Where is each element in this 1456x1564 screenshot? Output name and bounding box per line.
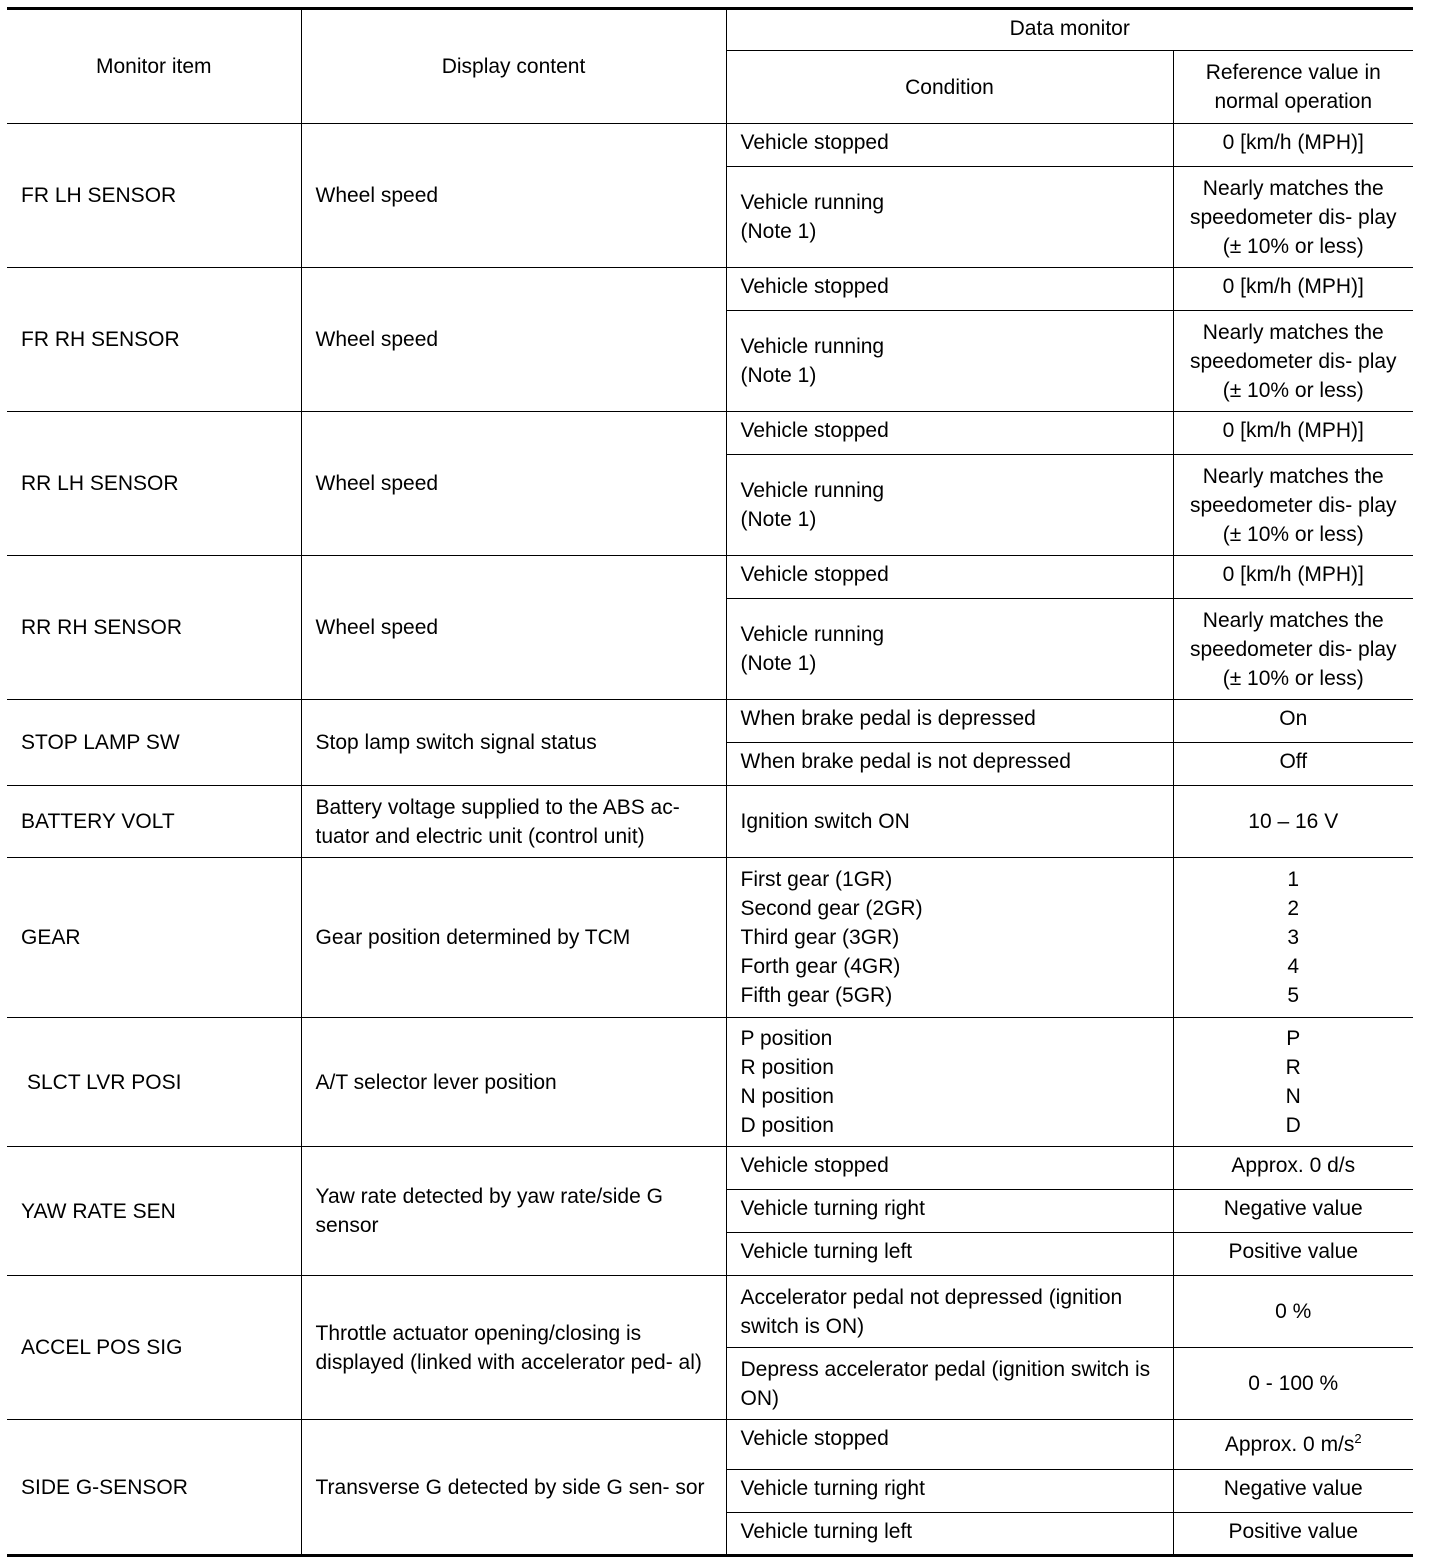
display-content: Wheel speed (301, 412, 726, 556)
condition-line: Forth gear (4GR) (740, 955, 901, 978)
display-content: Stop lamp switch signal status (301, 700, 726, 786)
reference-value-cell: Nearly matches the speedometer dis- play (± 10% or less) (1173, 167, 1413, 268)
table-row (7, 858, 1413, 1018)
condition-cell: Vehicle turning left (726, 1513, 1173, 1556)
monitor-item: SIDE G-SENSOR (7, 1420, 301, 1556)
condition-line: D position (740, 1114, 834, 1137)
condition-cell: Vehicle stopped (726, 1420, 1173, 1470)
reference-value-cell: Positive value (1173, 1233, 1413, 1276)
condition-cell: Vehicle turning right (726, 1470, 1173, 1513)
reference-value-cell: 0 [km/h (MPH)] (1173, 556, 1413, 599)
condition-cell: Vehicle turning right (726, 1190, 1173, 1233)
condition-cell: When brake pedal is depressed (726, 700, 1173, 743)
header-reference-value: Reference value in normal operation (1173, 51, 1413, 124)
reference-value-cell: Negative value (1173, 1470, 1413, 1513)
condition-line: Vehicle running (740, 191, 885, 214)
reference-value-cell: 0 % (1173, 1276, 1413, 1348)
monitor-item: RR LH SENSOR (7, 412, 301, 556)
condition-note: (Note 1) (740, 364, 817, 387)
monitor-item: STOP LAMP SW (7, 700, 301, 786)
display-content: Battery voltage supplied to the ABS ac- tuator and electric unit (control unit) (301, 786, 726, 858)
monitor-item: RR RH SENSOR (7, 556, 301, 700)
display-content: Yaw rate detected by yaw rate/side G sensor (301, 1147, 726, 1276)
condition-cell (726, 167, 1173, 268)
reference-value-cell: On (1173, 700, 1413, 743)
table-row (7, 1147, 1413, 1190)
condition-cell: Vehicle stopped (726, 268, 1173, 311)
display-content: A/T selector lever position (301, 1018, 726, 1147)
reference-value-cell (1173, 1420, 1413, 1470)
condition-line: Second gear (2GR) (740, 897, 923, 920)
condition-cell: Depress accelerator pedal (ignition switch is ON) (726, 1348, 1173, 1420)
reference-value-cell: Positive value (1173, 1513, 1413, 1556)
condition-cell: Vehicle stopped (726, 556, 1173, 599)
condition-line: Vehicle running (740, 623, 885, 646)
monitor-item: GEAR (7, 858, 301, 1018)
value-line: 2 (1287, 897, 1300, 920)
table-row (7, 124, 1413, 167)
display-content: Gear position determined by TCM (301, 858, 726, 1018)
value-line: 5 (1287, 984, 1300, 1007)
reference-value-cell: Negative value (1173, 1190, 1413, 1233)
reference-value-cell: Off (1173, 743, 1413, 786)
condition-cell (726, 599, 1173, 700)
reference-value-cell: 0 - 100 % (1173, 1348, 1413, 1420)
header-data-monitor: Data monitor (726, 9, 1413, 51)
table-row (7, 1018, 1413, 1147)
monitor-item: YAW RATE SEN (7, 1147, 301, 1276)
reference-value-cell: 10 – 16 V (1173, 786, 1413, 858)
reference-value-cell: Nearly matches the speedometer dis- play (± 10% or less) (1173, 599, 1413, 700)
table-row (7, 700, 1413, 743)
table-row (7, 1276, 1413, 1348)
reference-value-cell: Approx. 0 d/s (1173, 1147, 1413, 1190)
condition-line: Fifth gear (5GR) (740, 984, 893, 1007)
condition-cell: Vehicle turning left (726, 1233, 1173, 1276)
condition-line: First gear (1GR) (740, 868, 893, 891)
superscript: 2 (1354, 1431, 1362, 1446)
value-line: D (1285, 1114, 1301, 1137)
condition-cell: Vehicle stopped (726, 412, 1173, 455)
condition-line: N position (740, 1085, 834, 1108)
value-line: 3 (1287, 926, 1300, 949)
condition-line: R position (740, 1056, 834, 1079)
display-content: Wheel speed (301, 556, 726, 700)
value-line: 1 (1287, 868, 1300, 891)
table-row (7, 786, 1413, 858)
display-content: Wheel speed (301, 124, 726, 268)
condition-note: (Note 1) (740, 652, 817, 675)
value-line: N (1285, 1085, 1301, 1108)
monitor-item: FR LH SENSOR (7, 124, 301, 268)
reference-value-cell: 0 [km/h (MPH)] (1173, 268, 1413, 311)
table-row (7, 1420, 1413, 1470)
condition-line: Vehicle running (740, 335, 885, 358)
condition-note: (Note 1) (740, 220, 817, 243)
condition-cell (726, 455, 1173, 556)
value-line: R (1285, 1056, 1301, 1079)
value-line: 4 (1287, 955, 1300, 978)
value-line: P (1286, 1027, 1301, 1050)
condition-cell: When brake pedal is not depressed (726, 743, 1173, 786)
reference-value-cell: Nearly matches the speedometer dis- play (± 10% or less) (1173, 311, 1413, 412)
display-content: Throttle actuator opening/closing is displayed (linked with accelerator ped- al) (301, 1276, 726, 1420)
condition-cell: Vehicle stopped (726, 124, 1173, 167)
condition-cell (726, 1018, 1173, 1147)
display-content: Transverse G detected by side G sen- sor (301, 1420, 726, 1556)
condition-cell (726, 858, 1173, 1018)
monitor-item: ACCEL POS SIG (7, 1276, 301, 1420)
header-condition: Condition (726, 51, 1173, 124)
reference-value-text: Approx. 0 m/s (1224, 1433, 1355, 1456)
display-content: Wheel speed (301, 268, 726, 412)
condition-cell: Accelerator pedal not depressed (ignition switch is ON) (726, 1276, 1173, 1348)
table-row (7, 556, 1413, 599)
condition-line: P position (740, 1027, 833, 1050)
condition-cell (726, 311, 1173, 412)
reference-value-cell: Nearly matches the speedometer dis- play (± 10% or less) (1173, 455, 1413, 556)
reference-value-cell (1173, 1018, 1413, 1147)
header-monitor-item: Monitor item (7, 9, 301, 124)
reference-value-cell: 0 [km/h (MPH)] (1173, 124, 1413, 167)
condition-line: Third gear (3GR) (740, 926, 900, 949)
monitor-item: FR RH SENSOR (7, 268, 301, 412)
reference-value-cell: 0 [km/h (MPH)] (1173, 412, 1413, 455)
header-display-content: Display content (301, 9, 726, 124)
condition-cell: Ignition switch ON (726, 786, 1173, 858)
condition-line: Vehicle running (740, 479, 885, 502)
monitor-item: BATTERY VOLT (7, 786, 301, 858)
data-monitor-table (7, 7, 1413, 1557)
condition-cell: Vehicle stopped (726, 1147, 1173, 1190)
monitor-item: SLCT LVR POSI (7, 1018, 301, 1147)
condition-note: (Note 1) (740, 508, 817, 531)
reference-value-cell (1173, 858, 1413, 1018)
table-row (7, 412, 1413, 455)
table-row (7, 268, 1413, 311)
